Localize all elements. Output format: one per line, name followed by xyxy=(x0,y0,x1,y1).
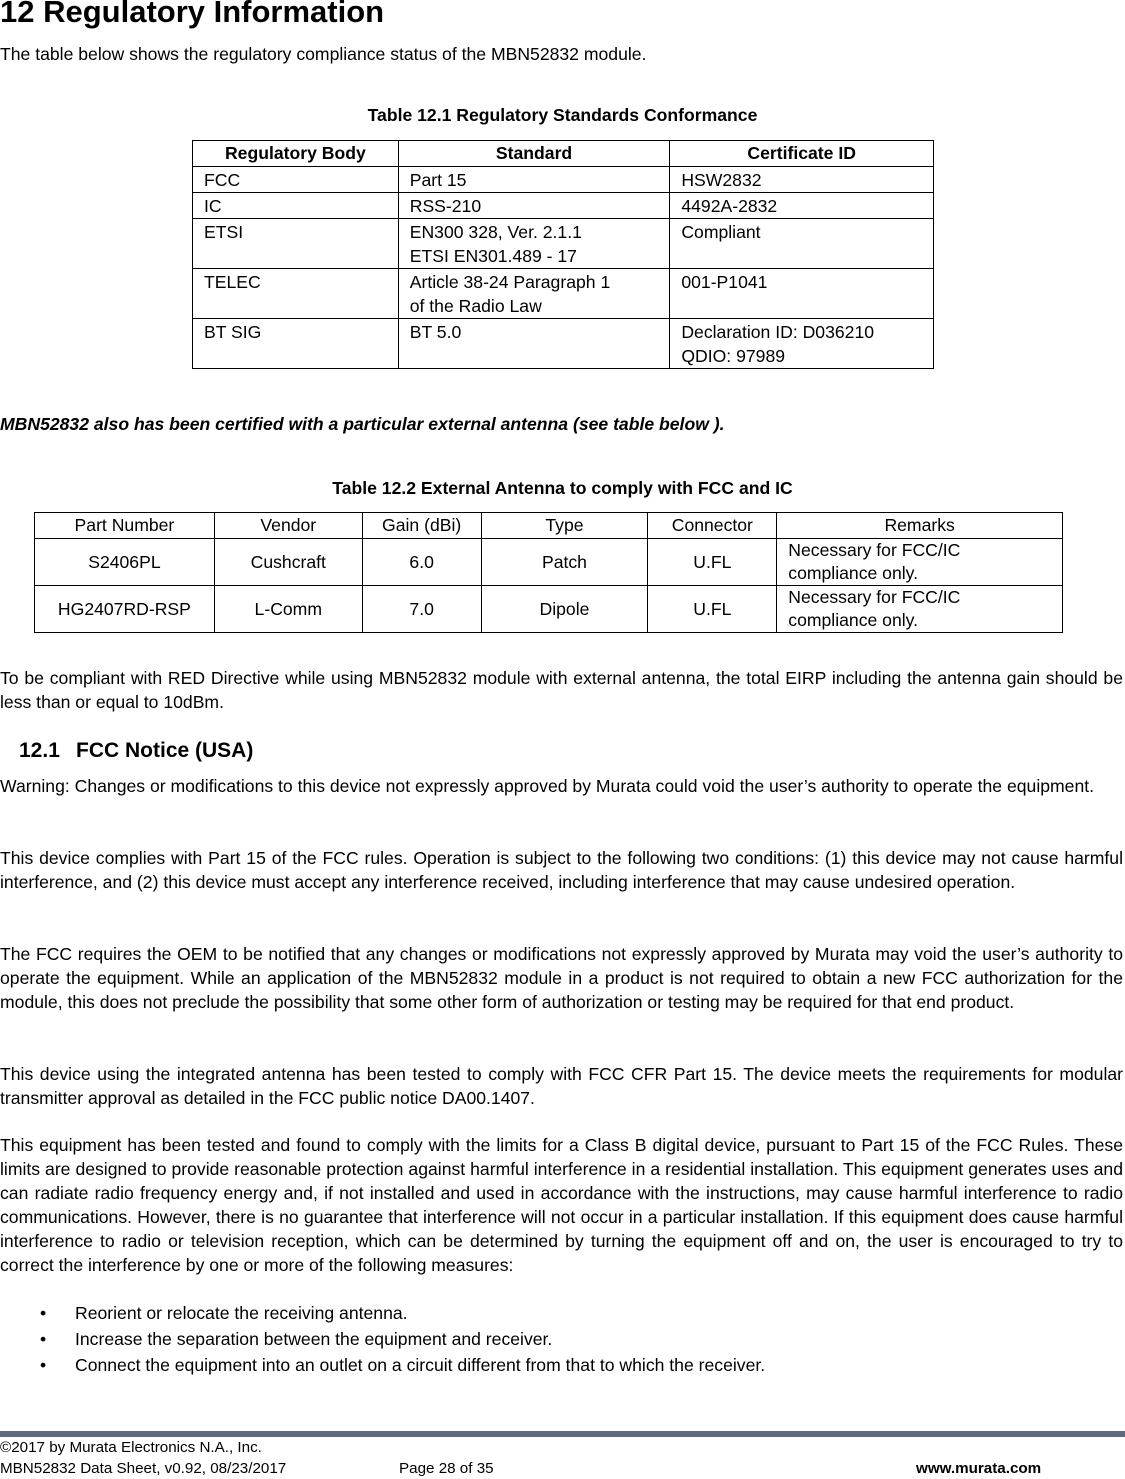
intro-text: The table below shows the regulatory compliance status of the MBN52832 module. xyxy=(0,44,647,64)
table-row xyxy=(193,219,934,269)
table-cell: Necessary for FCC/IC compliance only. xyxy=(777,586,1063,633)
page-heading: 12 Regulatory Information xyxy=(0,0,385,29)
table-row xyxy=(193,319,934,369)
table-cell: 6.0 xyxy=(362,539,481,586)
paragraph: This device using the integrated antenna has been tested to comply with FCC CFR Part 15. The device meets the requirements for modular transmitter approval as detailed in the FCC public notice DA00.1407. xyxy=(0,1064,1123,1108)
footer-doc-info: MBN52832 Data Sheet, v0.92, 08/23/2017 xyxy=(0,1460,287,1477)
table-cell: Article 38-24 Paragraph 1 of the Radio Law xyxy=(398,269,670,319)
table-cell: Declaration ID: D036210 QDIO: 97989 xyxy=(670,319,934,369)
column-header: Vendor xyxy=(214,513,362,539)
table-cell: FCC xyxy=(193,167,399,193)
list-item-text: Increase the separation between the equipment and receiver. xyxy=(75,1329,553,1349)
table-cell: S2406PL xyxy=(35,539,215,586)
paragraph: The FCC requires the OEM to be notified that any changes or modifications not expressly approved by Murata may void the user’s authority to operate the equipment. While an application of the MBN52832 module in a product is not required to obtain a new FCC authorization for the module, this does not preclude the possibility that some other form of authorization or testing may be required for that end product. xyxy=(0,944,1123,1012)
section-number: 12.1 xyxy=(19,739,60,762)
table-cell: BT SIG xyxy=(193,319,399,369)
table-cell: HSW2832 xyxy=(670,167,934,193)
bullet-icon: • xyxy=(40,1355,47,1375)
table-cell: TELEC xyxy=(193,269,399,319)
section-heading xyxy=(19,739,253,763)
table-row xyxy=(193,193,934,219)
table-row xyxy=(193,269,934,319)
list-item-text: Reorient or relocate the receiving antenna. xyxy=(75,1303,408,1323)
table-cell: Cushcraft xyxy=(214,539,362,586)
table-cell: Part 15 xyxy=(398,167,670,193)
table-cell: 7.0 xyxy=(362,586,481,633)
column-header: Certificate ID xyxy=(670,141,934,167)
paragraph: This equipment has been tested and found to comply with the limits for a Class B digital device, pursuant to Part 15 of the FCC Rules. These limits are designed to provide reasonable protection against harmful interference in a residential installation. This equipment generates uses and can radiate radio frequency energy and, if not installed and used in accordance with the instructions, may cause harmful interference to radio communications. However, there is no guarantee that interference will not occur in a particular installation. If this equipment does cause harmful interference to radio or television reception, which can be determined by turning the equipment off and on, the user is encouraged to try to correct the interference by one or more of the following measures: xyxy=(0,1135,1123,1275)
list-item-text: Connect the equipment into an outlet on a circuit different from that to which the receiver. xyxy=(75,1355,766,1375)
footer-copyright: ©2017 by Murata Electronics N.A., Inc. xyxy=(0,1439,262,1456)
table-cell: RSS-210 xyxy=(398,193,670,219)
paragraph: This device complies with Part 15 of the FCC rules. Operation is subject to the following two conditions: (1) this device may not cause harmful interference, and (2) this device must accept any interference received, including interference that may cause undesired operation. xyxy=(0,848,1123,892)
table-header-row xyxy=(193,141,934,167)
footer-page-number: Page 28 of 35 xyxy=(399,1460,494,1477)
table-cell: L-Comm xyxy=(214,586,362,633)
table-cell: HG2407RD-RSP xyxy=(35,586,215,633)
table-cell: BT 5.0 xyxy=(398,319,670,369)
table-row xyxy=(35,586,1063,633)
column-header: Regulatory Body xyxy=(193,141,399,167)
footer-divider xyxy=(0,1431,1125,1437)
bullet-icon: • xyxy=(40,1303,47,1323)
table-row xyxy=(35,539,1063,586)
table-cell: U.FL xyxy=(648,539,777,586)
table-row xyxy=(193,167,934,193)
column-header: Type xyxy=(481,513,648,539)
table-cell: EN300 328, Ver. 2.1.1 ETSI EN301.489 - 17 xyxy=(398,219,670,269)
table-header-row xyxy=(35,513,1063,539)
table-cell: U.FL xyxy=(648,586,777,633)
bullet-icon: • xyxy=(40,1329,47,1349)
table-cell: Patch xyxy=(481,539,648,586)
table-cell: Compliant xyxy=(670,219,934,269)
column-header: Remarks xyxy=(777,513,1063,539)
table-cell: Dipole xyxy=(481,586,648,633)
table-cell: 001-P1041 xyxy=(670,269,934,319)
table-cell: IC xyxy=(193,193,399,219)
regulatory-standards-table xyxy=(192,140,934,369)
column-header: Part Number xyxy=(35,513,215,539)
column-header: Standard xyxy=(398,141,670,167)
section-title: FCC Notice (USA) xyxy=(76,739,254,762)
table-cell: Necessary for FCC/IC compliance only. xyxy=(777,539,1063,586)
table-cell: 4492A-2832 xyxy=(670,193,934,219)
red-directive-text: To be compliant with RED Directive while using MBN52832 module with external antenna, the total EIRP including the antenna gain should be less than or equal to 10dBm. xyxy=(0,668,1123,712)
column-header: Connector xyxy=(648,513,777,539)
external-antenna-table xyxy=(34,512,1063,633)
antenna-note: MBN52832 also has been certified with a particular external antenna (see table below ). xyxy=(0,414,725,434)
table1-caption: Table 12.1 Regulatory Standards Conformance xyxy=(367,105,758,125)
table-cell: ETSI xyxy=(193,219,399,269)
table2-caption: Table 12.2 External Antenna to comply with FCC and IC xyxy=(332,478,793,498)
footer-website-link[interactable]: www.murata.com xyxy=(916,1460,1042,1477)
paragraph: Warning: Changes or modifications to this device not expressly approved by Murata could void the user’s authority to operate the equipment. xyxy=(0,776,1095,796)
column-header: Gain (dBi) xyxy=(362,513,481,539)
